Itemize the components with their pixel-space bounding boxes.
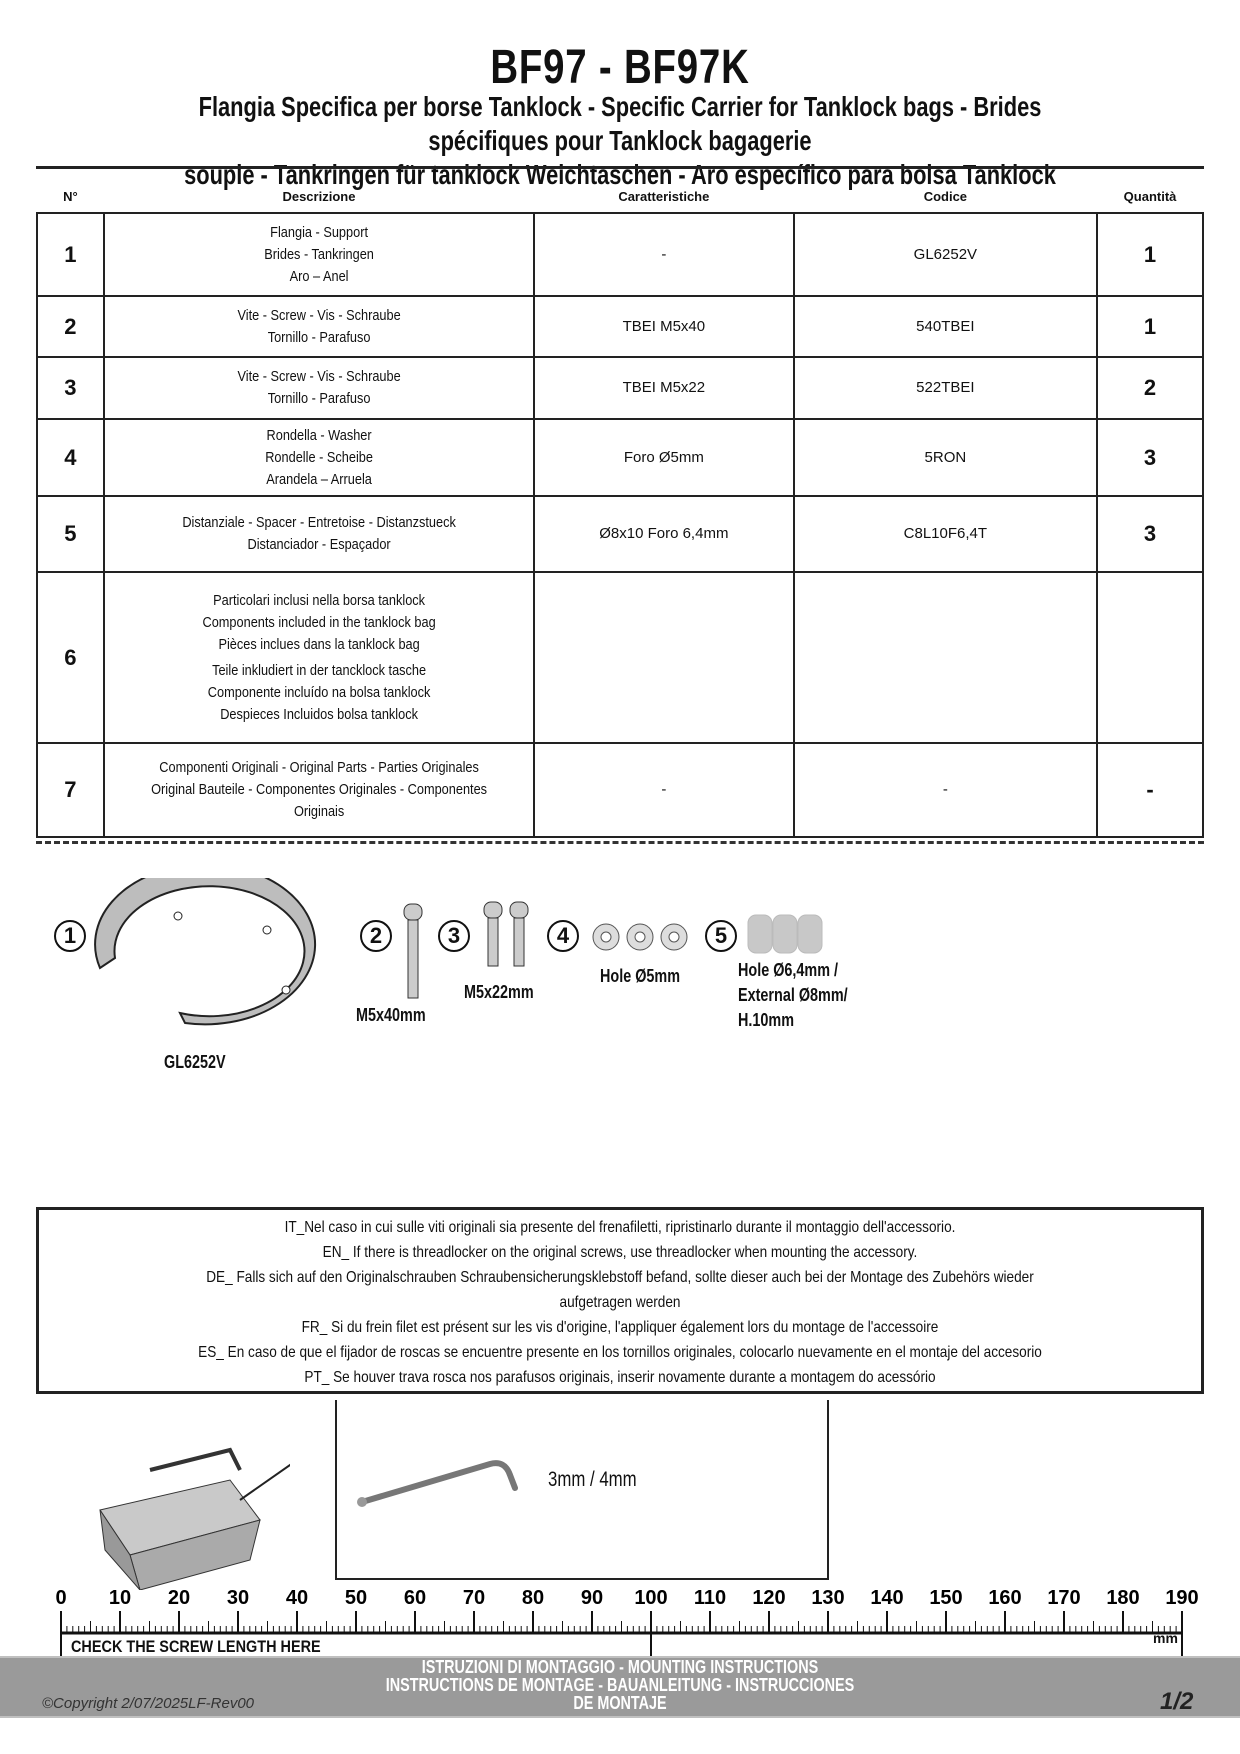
- table-row: [37, 743, 1203, 837]
- part-number-1: 1: [54, 920, 86, 952]
- description-line: Vite - Screw - Vis - Schraube: [237, 306, 401, 324]
- ruler-tick-label: 160: [988, 1587, 1022, 1609]
- cell-features: [534, 572, 794, 743]
- cell-features: -: [534, 213, 794, 296]
- cell-quantity: -: [1097, 743, 1203, 837]
- ruler-tick-label: 10: [108, 1587, 132, 1609]
- description-line: Rondelle - Scheibe: [265, 448, 373, 466]
- threadlocker-notes: [36, 1207, 1204, 1394]
- ruler-tick-label: 110: [693, 1587, 727, 1609]
- ruler-tick-label: 70: [462, 1587, 486, 1609]
- cell-features: TBEI M5x22: [534, 357, 794, 419]
- ruler-tick-label: 180: [1106, 1587, 1140, 1609]
- footer: [0, 1656, 1240, 1718]
- description-line: Original Bauteile - Componentes Originales - Componentes Originais: [150, 781, 487, 820]
- cell-description: [104, 357, 534, 419]
- dashed-divider: [36, 841, 1204, 844]
- hex-key-icon: [350, 1450, 520, 1520]
- ruler-tick-label: 170: [1047, 1587, 1081, 1609]
- ruler-tick-label: 20: [167, 1587, 191, 1609]
- cell-number: 4: [37, 419, 104, 496]
- cell-description: [104, 743, 534, 837]
- description-line: Despieces Incluidos bolsa tanklock: [220, 705, 418, 723]
- cell-description: [104, 296, 534, 357]
- page-number: 1/2: [1160, 1688, 1194, 1715]
- description-line: Particolari inclusi nella borsa tanklock: [213, 591, 425, 609]
- table-row: [37, 496, 1203, 572]
- cell-number: 7: [37, 743, 104, 837]
- cell-number: 6: [37, 572, 104, 743]
- ruler-tick-label: 150: [929, 1587, 963, 1609]
- ruler-tick-label: 100: [634, 1587, 668, 1609]
- subtitle: [152, 90, 1088, 192]
- description-line: Tornillo - Parafuso: [267, 328, 371, 346]
- divider: [36, 166, 1204, 169]
- cell-code: 540TBEI: [794, 296, 1097, 357]
- cell-features: TBEI M5x40: [534, 296, 794, 357]
- cell-quantity: 3: [1097, 496, 1203, 572]
- cell-features: Foro Ø5mm: [534, 419, 794, 496]
- cell-code: -: [794, 743, 1097, 837]
- part-label-3: M5x22mm: [464, 982, 534, 1002]
- description-line: Teile inkludiert in der tancklock tasche: [211, 661, 426, 679]
- flange-ring-icon: [90, 878, 330, 1038]
- footer-title-line: ISTRUZIONI DI MONTAGGIO - MOUNTING INSTRUCTIONS: [421, 1657, 819, 1677]
- note-it: IT_Nel caso in cui sulle viti originali sia presente del frenafiletti, ripristinarlo durante il montaggio dell'accessorio.: [284, 1219, 956, 1236]
- description-line: Distanciador - Espaçador: [247, 536, 391, 553]
- note-de: DE_ Falls sich auf den Originalschrauben Schraubensicherungsklebstoff befand, sollte dieser auch bei der Montage des Zubehörs wieder: [206, 1269, 1034, 1286]
- part-number-5: 5: [705, 920, 737, 952]
- part-number-2: 2: [360, 920, 392, 952]
- cell-number: 1: [37, 213, 104, 296]
- subtitle-line: souple - Tankringen für tanklock Weichtaschen - Aro específico para bolsa Tanklock: [184, 159, 1056, 190]
- note-en: EN_ If there is threadlocker on the original screws, use threadlocker when mounting the accessory.: [322, 1244, 918, 1261]
- ruler-tick-label: 120: [752, 1587, 786, 1609]
- table-row: [37, 213, 1203, 296]
- toolbox-icon: [90, 1440, 290, 1590]
- cell-code: 5RON: [794, 419, 1097, 496]
- footer-title-line: DE MONTAJE: [573, 1693, 667, 1713]
- cell-quantity: 1: [1097, 213, 1203, 296]
- parts-table: [36, 180, 1204, 838]
- cell-quantity: 2: [1097, 357, 1203, 419]
- cell-quantity: [1097, 572, 1203, 743]
- description-line: Rondella - Washer: [266, 426, 372, 444]
- part-number-4: 4: [547, 920, 579, 952]
- ruler-tick-label: 30: [226, 1587, 250, 1609]
- ruler-tick-label: 190: [1165, 1587, 1199, 1609]
- tool-size-label: 3mm / 4mm: [548, 1468, 637, 1491]
- cell-quantity: 1: [1097, 296, 1203, 357]
- cell-code: GL6252V: [794, 213, 1097, 296]
- part-label-5-line: External Ø8mm/: [738, 985, 848, 1005]
- ruler-tick-label: 80: [521, 1587, 545, 1609]
- cell-quantity: 3: [1097, 419, 1203, 496]
- description-line: Arandela – Arruela: [266, 470, 372, 488]
- header-number: N°: [63, 188, 78, 204]
- cell-description: [104, 419, 534, 496]
- part-number-3: 3: [438, 920, 470, 952]
- cell-code: 522TBEI: [794, 357, 1097, 419]
- description-line: Componente incluído na bolsa tanklock: [207, 683, 431, 701]
- note-fr: FR_ Si du frein filet est présent sur les vis d'origine, l'appliquer également lors du montage de l'accessoire: [301, 1319, 939, 1336]
- page-title: BF97 - BF97K: [490, 41, 750, 94]
- ruler-tick-label: 50: [344, 1587, 368, 1609]
- description-line: Pièces inclues dans la tanklock bag: [218, 635, 420, 653]
- ruler-tick-label: 40: [285, 1587, 309, 1609]
- ruler-tick-label: 0: [55, 1587, 67, 1609]
- ruler-caption: CHECK THE SCREW LENGTH HERE: [71, 1637, 321, 1656]
- header-quantity: Quantità: [1123, 188, 1177, 204]
- footer-title: [364, 1658, 876, 1712]
- part-label-5: [738, 958, 848, 1033]
- table-row: [37, 357, 1203, 419]
- cell-number: 3: [37, 357, 104, 419]
- screw-m5x40-icon: [398, 902, 428, 1002]
- description-line: Componenti Originali - Original Parts - Parties Originales: [159, 759, 479, 776]
- cell-code: [794, 572, 1097, 743]
- description-line: Flangia - Support: [270, 223, 368, 241]
- note-es: ES_ En caso de que el fijador de roscas se encuentre presente en los tornillos originales, colocarlo nuevamente en el montaje del accesorio: [198, 1344, 1042, 1361]
- part-label-4: Hole Ø5mm: [600, 966, 681, 986]
- ruler-tick-label: 130: [811, 1587, 845, 1609]
- ruler-tick-label: 90: [580, 1587, 604, 1609]
- part-label-5-line: Hole Ø6,4mm /: [738, 960, 839, 980]
- table-row: [37, 296, 1203, 357]
- description-line: Aro – Anel: [289, 267, 349, 285]
- washer-icon: [590, 922, 695, 952]
- footer-title-line: INSTRUCTIONS DE MONTAGE - BAUANLEITUNG - INSTRUCCIONES: [385, 1675, 855, 1695]
- part-label-5-line: H.10mm: [738, 1010, 795, 1030]
- cell-description: [104, 572, 534, 743]
- note-pt: PT_ Se houver trava rosca nos parafusos originais, inserir novamente durante a montagem do acessório: [304, 1369, 936, 1386]
- cell-code: C8L10F6,4T: [794, 496, 1097, 572]
- cell-description: [104, 496, 534, 572]
- header-code: Codice: [923, 188, 968, 204]
- ruler-tick-label: 140: [870, 1587, 904, 1609]
- ruler-unit: mm: [1153, 1630, 1178, 1646]
- part-label-1: GL6252V: [164, 1052, 226, 1072]
- description-line: Vite - Screw - Vis - Schraube: [237, 368, 401, 385]
- copyright: ©Copyright 2/07/2025LF-Rev00: [42, 1695, 255, 1712]
- part-label-2: M5x40mm: [356, 1005, 426, 1025]
- ruler-tick-label: 60: [403, 1587, 427, 1609]
- spacer-icon: [746, 912, 826, 957]
- cell-features: -: [534, 743, 794, 837]
- screw-m5x22-icon: [480, 900, 540, 970]
- table-row: [37, 419, 1203, 496]
- cell-number: 2: [37, 296, 104, 357]
- cell-number: 5: [37, 496, 104, 572]
- description-line: Brides - Tankringen: [264, 245, 374, 263]
- note-de-cont: aufgetragen werden: [559, 1294, 681, 1311]
- description-line: Distanziale - Spacer - Entretoise - Distanzstueck: [182, 514, 456, 531]
- description-line: Components included in the tanklock bag: [202, 613, 436, 631]
- header-description: Descrizione: [282, 188, 356, 204]
- cell-description: [104, 213, 534, 296]
- description-line: Tornillo - Parafuso: [267, 390, 371, 407]
- header-features: Caratteristiche: [618, 188, 710, 204]
- table-row: [37, 572, 1203, 743]
- subtitle-line: Flangia Specifica per borse Tanklock - Specific Carrier for Tanklock bags - Brides spécifiques pour Tanklock bagagerie: [198, 91, 1042, 156]
- cell-features: Ø8x10 Foro 6,4mm: [534, 496, 794, 572]
